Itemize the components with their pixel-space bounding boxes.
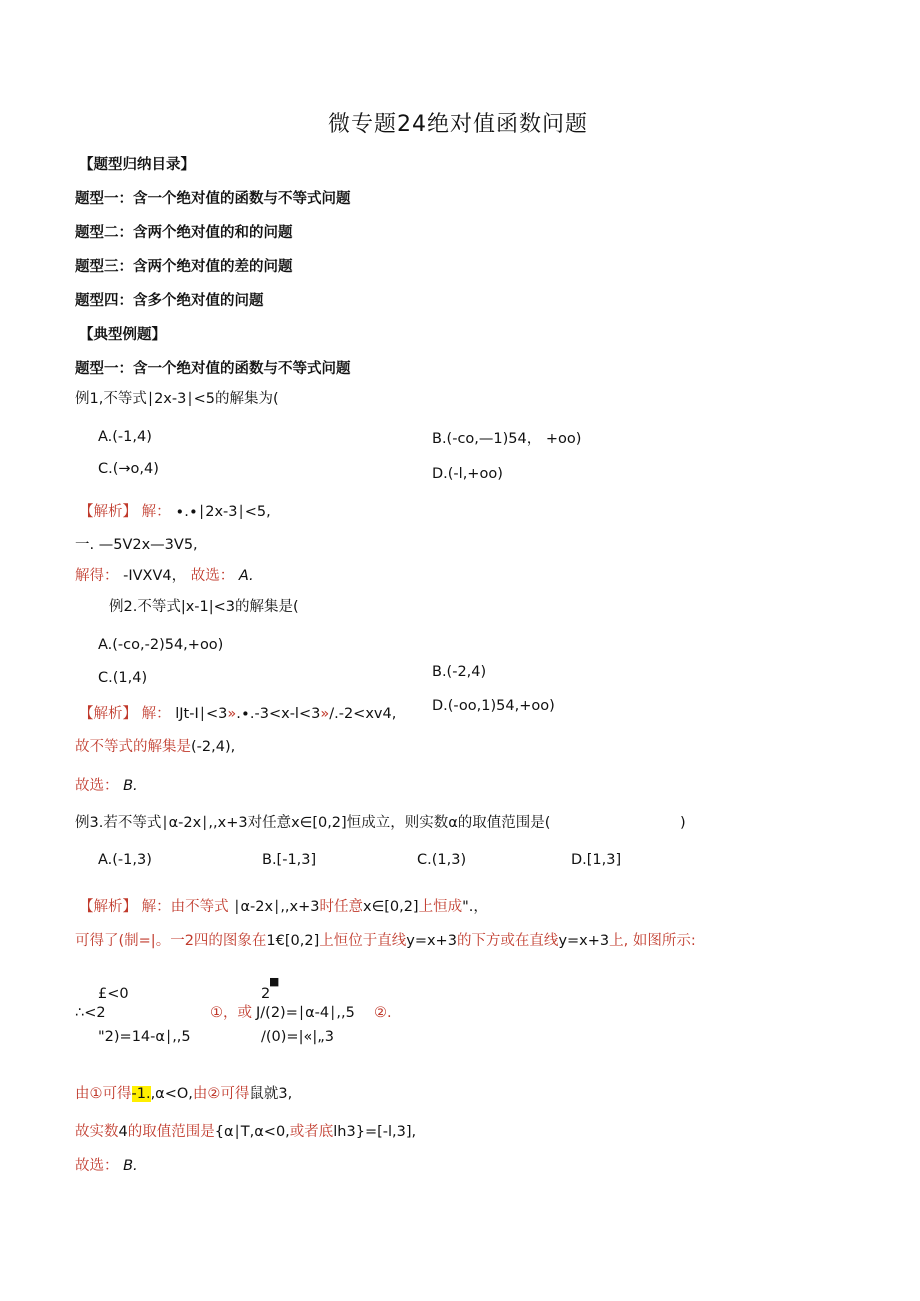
ex3-result2	[75, 1125, 416, 1140]
ex3-question-close: )	[680, 815, 686, 831]
ex3-choose	[75, 1159, 138, 1174]
ex3-option-b: B.[-1,3]	[262, 852, 317, 868]
result-value: lh3}=[-l,3],	[333, 1124, 417, 1140]
sys-bot2: /(0)=|«|„3	[261, 1029, 334, 1045]
analysis-text: /.-2<xv4,	[329, 706, 397, 722]
toc-heading: 【题型归纳目录】	[79, 157, 195, 173]
circle-one-or: ①，或	[210, 1005, 252, 1021]
ex1-option-c: C.(→o,4)	[98, 461, 159, 477]
ex3-option-c: C.(1,3)	[417, 852, 467, 868]
analysis-text: .∙.-3<x-l<3	[236, 706, 321, 722]
solution-set-label: 故不等式的解集是	[75, 739, 191, 755]
ex1-line3	[75, 569, 254, 584]
result-value: 4	[118, 1124, 128, 1140]
circle-two: ②.	[374, 1005, 392, 1021]
ex1-option-a: A.(-1,4)	[98, 429, 152, 445]
analysis-label: 【解析】	[79, 899, 137, 915]
answer: A.	[238, 568, 254, 584]
ex2-option-a: A.(-co,-2)54,+oo)	[98, 637, 224, 653]
toc-item-4: 题型四：含多个绝对值的问题	[75, 293, 264, 309]
result-text: 由②可得	[192, 1086, 250, 1102]
line-eq: y=x+3	[558, 933, 610, 949]
implies-mark: »	[320, 706, 330, 722]
ex3-option-d: D.[1,3]	[571, 852, 622, 868]
ex2-analysis	[79, 707, 396, 722]
sys-mid2: J/(2)=∣α-4∣,,5	[256, 1005, 355, 1021]
ex2-option-c: C.(1,4)	[98, 670, 148, 686]
ex2-option-b: B.(-2,4)	[432, 664, 487, 680]
ex1-line2: 一. —5V2x—3V5,	[75, 537, 198, 553]
analysis-label: 【解析】	[79, 504, 137, 520]
page-title: 微专题24绝对值函数问题	[328, 112, 588, 137]
implies-mark: »	[227, 706, 237, 722]
inequality: ∣α-2x∣,,x+3	[233, 899, 320, 915]
sys-top: £<0	[98, 986, 129, 1002]
choose-label: 故选：	[190, 568, 235, 584]
ex3-question: 例3.若不等式∣α-2x∣,,x+3对任意x∈[0,2]恒成立，则实数α的取值范围是(	[75, 815, 551, 831]
ex1-analysis	[79, 505, 271, 520]
interval: x∈[0,2]	[363, 899, 419, 915]
sys-bot1: "2)=14-α∣,,5	[98, 1029, 191, 1045]
line-eq: y=x+3	[406, 933, 457, 949]
answer: B.	[123, 1158, 138, 1174]
ex2-line3	[75, 779, 138, 794]
choose-label: 故选：	[75, 778, 119, 794]
type1-heading: 题型一：含一个绝对值的函数与不等式问题	[75, 361, 351, 377]
ex2-question: 例2.不等式|x-1|<3的解集是(	[109, 599, 299, 615]
sys-mid: ∴<2	[75, 1005, 106, 1021]
analysis-word: 解：	[141, 706, 171, 722]
ex3-line2	[75, 934, 696, 949]
ex3-analysis	[79, 900, 488, 915]
analysis-text: 解：由不等式	[141, 899, 229, 915]
result-value: ,α<O,	[150, 1086, 193, 1102]
analysis-text: ".，	[462, 899, 488, 915]
answer: B.	[123, 778, 138, 794]
choose-label: 故选：	[75, 1158, 119, 1174]
ex1-option-d: D.(-l,+oo)	[432, 466, 503, 482]
interval: 1€[0,2]	[266, 933, 320, 949]
result-text: 由①可得	[75, 1086, 132, 1102]
result-text: 或者底	[289, 1124, 334, 1140]
analysis-text: 可得了(制=|。一2四的图象在	[75, 933, 267, 949]
ex3-result1	[75, 1087, 292, 1102]
solve-value: -IVXV4，	[123, 568, 187, 584]
ex2-line2	[75, 740, 235, 755]
ex1-question: 例1,不等式∣2x-3∣<5的解集为(	[75, 391, 279, 407]
result-text: 的取值范围是	[127, 1124, 215, 1140]
toc-item-2: 题型二：含两个绝对值的和的问题	[75, 225, 293, 241]
result-value: {α∣T,α<0,	[214, 1124, 290, 1140]
ex1-option-b: B.(-co,—1)54， +oo)	[432, 431, 582, 447]
examples-heading: 【典型例题】	[79, 327, 166, 343]
analysis-text: lJt-I∣<3	[175, 706, 228, 722]
analysis-text: 上恒位于直线	[319, 933, 407, 949]
analysis-text: 的下方或在直线	[456, 933, 559, 949]
analysis-text: 上恒成	[418, 899, 463, 915]
ex3-option-a: A.(-1,3)	[98, 852, 152, 868]
toc-item-3: 题型三：含两个绝对值的差的问题	[75, 259, 293, 275]
ex2-option-d: D.(-oo,1)54,+oo)	[432, 698, 555, 714]
solve-label: 解得：	[75, 568, 119, 584]
analysis-text: ∙.∙∣2x-3∣<5,	[175, 504, 271, 520]
sys-two: 2	[261, 986, 271, 1002]
toc-item-1: 题型一：含一个绝对值的函数与不等式问题	[75, 191, 351, 207]
analysis-text: 时任意	[319, 899, 363, 915]
square-mark: ■	[269, 975, 280, 988]
analysis-label: 【解析】	[79, 706, 137, 722]
result-value: 鼠就3,	[249, 1086, 293, 1102]
highlighted-value: -1.	[131, 1086, 151, 1102]
analysis-word: 解：	[141, 504, 171, 520]
result-text: 故实数	[75, 1124, 119, 1140]
analysis-text: 上, 如图所示:	[609, 933, 696, 949]
solution-set-value: (-2,4),	[191, 739, 236, 755]
